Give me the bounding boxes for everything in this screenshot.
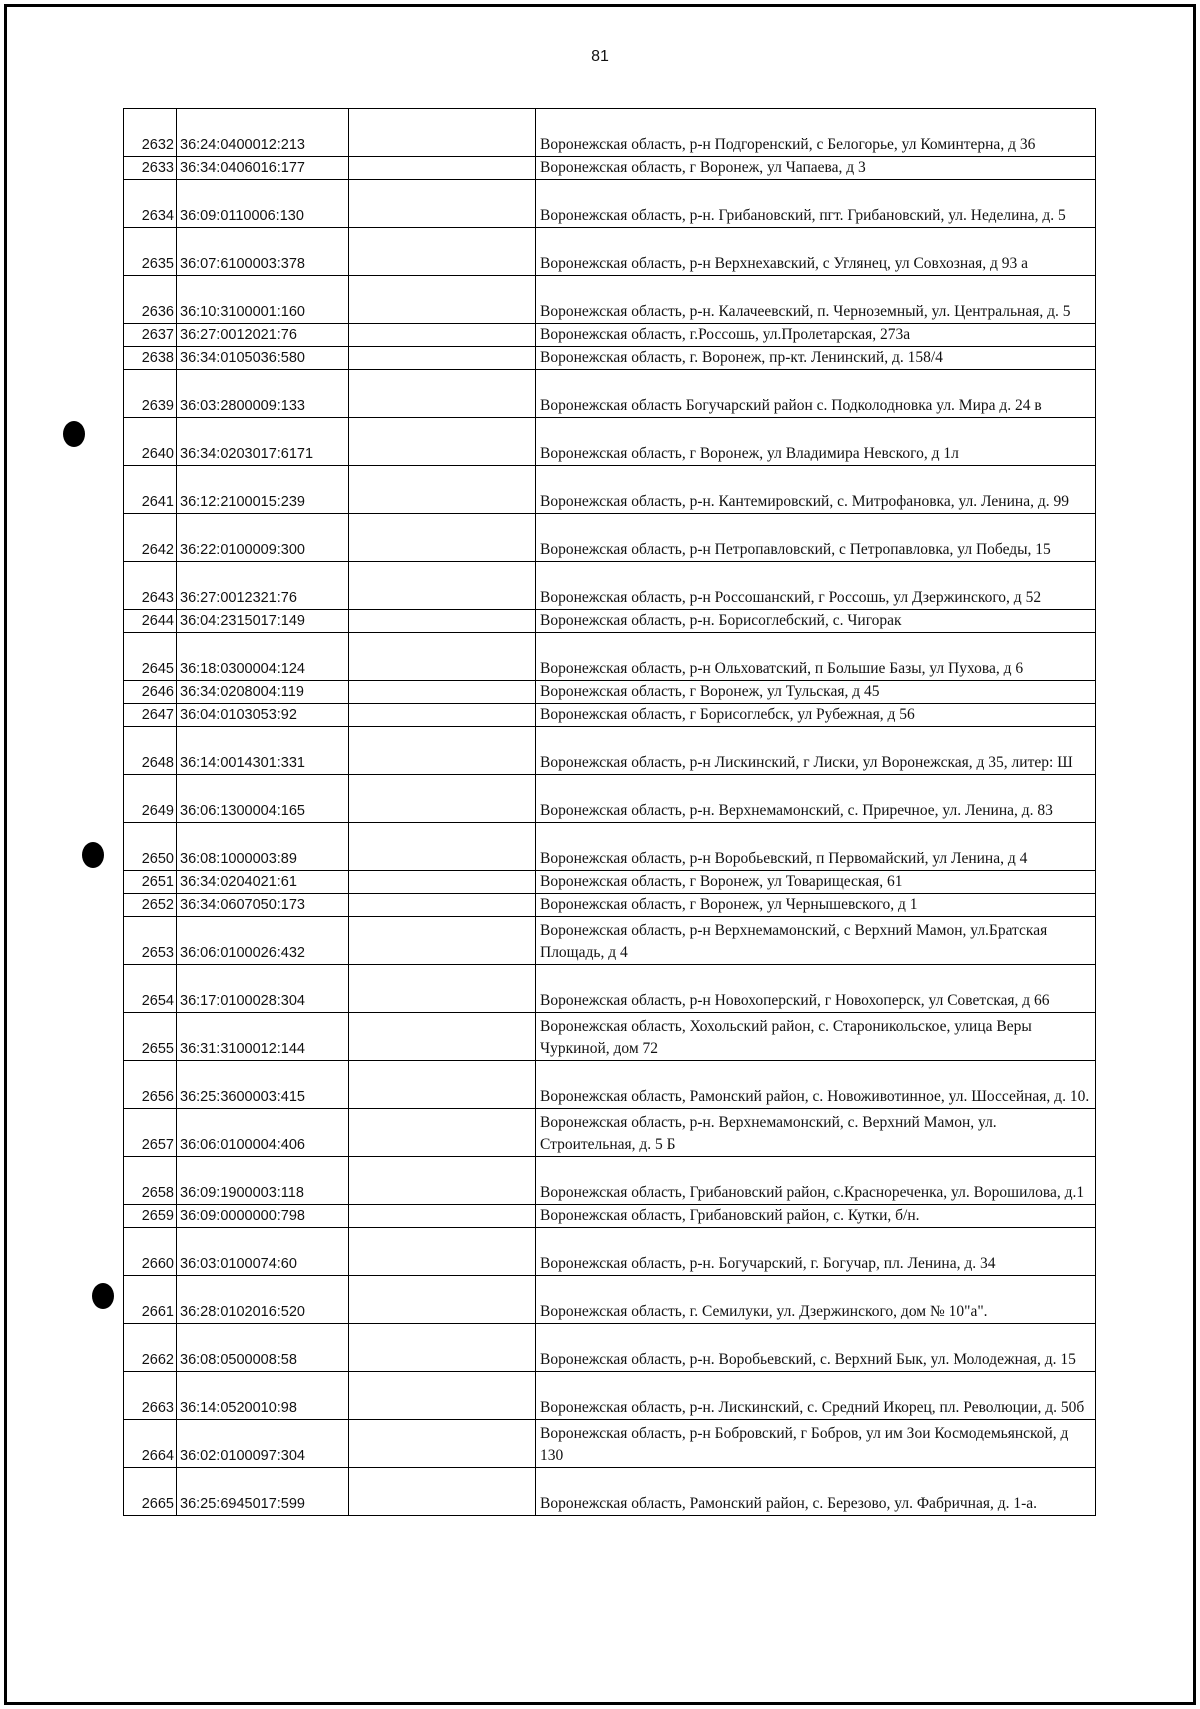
empty-cell <box>349 1061 536 1109</box>
registry-body <box>124 109 1096 1516</box>
table-row <box>124 871 1096 894</box>
empty-cell <box>349 1013 536 1061</box>
record-number: 2638 <box>124 347 177 370</box>
address: Воронежская область, р-н Верхнехавский, с Углянец, ул Совхозная, д 93 а <box>536 228 1096 276</box>
table-row <box>124 681 1096 704</box>
empty-cell <box>349 514 536 562</box>
address: Воронежская область, р-н. Верхнемамонский, с. Верхний Мамон, ул. Строительная, д. 5 Б <box>536 1109 1096 1157</box>
table-row <box>124 562 1096 610</box>
record-number: 2641 <box>124 466 177 514</box>
cadastral-number: 36:27:0012321:76 <box>177 562 349 610</box>
empty-cell <box>349 109 536 157</box>
cadastral-number: 36:04:0103053:92 <box>177 704 349 727</box>
cadastral-number: 36:34:0203017:6171 <box>177 418 349 466</box>
record-number: 2639 <box>124 370 177 418</box>
record-number: 2650 <box>124 823 177 871</box>
cadastral-number: 36:10:3100001:160 <box>177 276 349 324</box>
address: Воронежская область, г Борисоглебск, ул Рубежная, д 56 <box>536 704 1096 727</box>
table-row <box>124 1013 1096 1061</box>
table-row <box>124 917 1096 965</box>
record-number: 2640 <box>124 418 177 466</box>
address: Воронежская область, р-н. Кантемировский, с. Митрофановка, ул. Ленина, д. 99 <box>536 466 1096 514</box>
table-row <box>124 157 1096 180</box>
cadastral-number: 36:03:0100074:60 <box>177 1228 349 1276</box>
empty-cell <box>349 610 536 633</box>
record-number: 2652 <box>124 894 177 917</box>
empty-cell <box>349 633 536 681</box>
cadastral-number: 36:08:1000003:89 <box>177 823 349 871</box>
empty-cell <box>349 466 536 514</box>
record-number: 2663 <box>124 1372 177 1420</box>
punch-hole <box>82 842 104 868</box>
record-number: 2660 <box>124 1228 177 1276</box>
record-number: 2635 <box>124 228 177 276</box>
record-number: 2633 <box>124 157 177 180</box>
address: Воронежская область, г. Воронеж, пр-кт. Ленинский, д. 158/4 <box>536 347 1096 370</box>
cadastral-number: 36:28:0102016:520 <box>177 1276 349 1324</box>
cadastral-number: 36:14:0014301:331 <box>177 727 349 775</box>
record-number: 2657 <box>124 1109 177 1157</box>
address: Воронежская область, р-н Петропавловский, с Петропавловка, ул Победы, 15 <box>536 514 1096 562</box>
empty-cell <box>349 704 536 727</box>
cadastral-number: 36:34:0105036:580 <box>177 347 349 370</box>
record-number: 2665 <box>124 1468 177 1516</box>
table-row <box>124 1109 1096 1157</box>
table-row <box>124 1205 1096 1228</box>
table-row <box>124 1468 1096 1516</box>
record-number: 2644 <box>124 610 177 633</box>
cadastral-number: 36:34:0607050:173 <box>177 894 349 917</box>
address: Воронежская область, р-н Верхнемамонский, с Верхний Мамон, ул.Братская Площадь, д 4 <box>536 917 1096 965</box>
address: Воронежская область, р-н. Лискинский, с. Средний Икорец, пл. Революции, д. 50б <box>536 1372 1096 1420</box>
table-row <box>124 775 1096 823</box>
record-number: 2662 <box>124 1324 177 1372</box>
table-row <box>124 633 1096 681</box>
record-number: 2642 <box>124 514 177 562</box>
cadastral-number: 36:09:0000000:798 <box>177 1205 349 1228</box>
empty-cell <box>349 347 536 370</box>
table-row <box>124 823 1096 871</box>
record-number: 2649 <box>124 775 177 823</box>
cadastral-number: 36:12:2100015:239 <box>177 466 349 514</box>
record-number: 2643 <box>124 562 177 610</box>
table-row <box>124 276 1096 324</box>
empty-cell <box>349 370 536 418</box>
address: Воронежская область, г Воронеж, ул Товарищеская, 61 <box>536 871 1096 894</box>
table-row <box>124 514 1096 562</box>
empty-cell <box>349 562 536 610</box>
address: Воронежская область, р-н Новохоперский, г Новохоперск, ул Советская, д 66 <box>536 965 1096 1013</box>
address: Воронежская область, р-н. Верхнемамонский, с. Приречное, ул. Ленина, д. 83 <box>536 775 1096 823</box>
address: Воронежская область, р-н Лискинский, г Лиски, ул Воронежская, д 35, литер: Ш <box>536 727 1096 775</box>
record-number: 2661 <box>124 1276 177 1324</box>
address: Воронежская область, г Воронеж, ул Чапаева, д 3 <box>536 157 1096 180</box>
cadastral-number: 36:25:6945017:599 <box>177 1468 349 1516</box>
empty-cell <box>349 823 536 871</box>
record-number: 2637 <box>124 324 177 347</box>
registry-table <box>123 108 1096 1516</box>
address: Воронежская область, р-н. Калачеевский, п. Черноземный, ул. Центральная, д. 5 <box>536 276 1096 324</box>
empty-cell <box>349 276 536 324</box>
empty-cell <box>349 1468 536 1516</box>
cadastral-number: 36:24:0400012:213 <box>177 109 349 157</box>
record-number: 2664 <box>124 1420 177 1468</box>
record-number: 2656 <box>124 1061 177 1109</box>
record-number: 2659 <box>124 1205 177 1228</box>
empty-cell <box>349 1420 536 1468</box>
address: Воронежская область, р-н. Борисоглебский, с. Чигорак <box>536 610 1096 633</box>
empty-cell <box>349 157 536 180</box>
table-row <box>124 894 1096 917</box>
table-row <box>124 1228 1096 1276</box>
cadastral-number: 36:09:1900003:118 <box>177 1157 349 1205</box>
cadastral-number: 36:22:0100009:300 <box>177 514 349 562</box>
table-row <box>124 370 1096 418</box>
empty-cell <box>349 775 536 823</box>
record-number: 2634 <box>124 180 177 228</box>
table-row <box>124 1157 1096 1205</box>
address: Воронежская область, г Воронеж, ул Тульская, д 45 <box>536 681 1096 704</box>
table-row <box>124 109 1096 157</box>
punch-hole <box>63 421 85 447</box>
empty-cell <box>349 324 536 347</box>
address: Воронежская область, г.Россошь, ул.Пролетарская, 273а <box>536 324 1096 347</box>
cadastral-number: 36:34:0406016:177 <box>177 157 349 180</box>
empty-cell <box>349 1205 536 1228</box>
table-row <box>124 1372 1096 1420</box>
record-number: 2636 <box>124 276 177 324</box>
table-row <box>124 610 1096 633</box>
table-row <box>124 324 1096 347</box>
address: Воронежская область, р-н. Воробьевский, с. Верхний Бык, ул. Молодежная, д. 15 <box>536 1324 1096 1372</box>
address: Воронежская область, р-н Подгоренский, с Белогорье, ул Коминтерна, д 36 <box>536 109 1096 157</box>
table-row <box>124 466 1096 514</box>
address: Воронежская область, р-н Ольховатский, п Большие Базы, ул Пухова, д 6 <box>536 633 1096 681</box>
record-number: 2655 <box>124 1013 177 1061</box>
address: Воронежская область, Грибановский район, с.Краснореченка, ул. Ворошилова, д.1 <box>536 1157 1096 1205</box>
address: Воронежская область Богучарский район с. Подколодновка ул. Мира д. 24 в <box>536 370 1096 418</box>
table-row <box>124 347 1096 370</box>
table-row <box>124 1276 1096 1324</box>
cadastral-number: 36:18:0300004:124 <box>177 633 349 681</box>
cadastral-number: 36:27:0012021:76 <box>177 324 349 347</box>
cadastral-number: 36:04:2315017:149 <box>177 610 349 633</box>
table-row <box>124 180 1096 228</box>
empty-cell <box>349 1276 536 1324</box>
cadastral-number: 36:06:0100004:406 <box>177 1109 349 1157</box>
empty-cell <box>349 965 536 1013</box>
record-number: 2645 <box>124 633 177 681</box>
empty-cell <box>349 180 536 228</box>
table-row <box>124 1420 1096 1468</box>
cadastral-number: 36:09:0110006:130 <box>177 180 349 228</box>
empty-cell <box>349 1324 536 1372</box>
cadastral-number: 36:31:3100012:144 <box>177 1013 349 1061</box>
table-row <box>124 965 1096 1013</box>
cadastral-number: 36:07:6100003:378 <box>177 228 349 276</box>
cadastral-number: 36:17:0100028:304 <box>177 965 349 1013</box>
address: Воронежская область, Хохольский район, с. Староникольское, улица Веры Чуркиной, дом 72 <box>536 1013 1096 1061</box>
cadastral-number: 36:06:1300004:165 <box>177 775 349 823</box>
table-row <box>124 418 1096 466</box>
address: Воронежская область, Рамонский район, с. Березово, ул. Фабричная, д. 1-а. <box>536 1468 1096 1516</box>
record-number: 2646 <box>124 681 177 704</box>
record-number: 2648 <box>124 727 177 775</box>
address: Воронежская область, г Воронеж, ул Владимира Невского, д 1л <box>536 418 1096 466</box>
cadastral-number: 36:34:0204021:61 <box>177 871 349 894</box>
record-number: 2647 <box>124 704 177 727</box>
record-number: 2653 <box>124 917 177 965</box>
cadastral-number: 36:14:0520010:98 <box>177 1372 349 1420</box>
address: Воронежская область, г Воронеж, ул Чернышевского, д 1 <box>536 894 1096 917</box>
page-number: 81 <box>591 48 609 65</box>
empty-cell <box>349 917 536 965</box>
record-number: 2651 <box>124 871 177 894</box>
table-row <box>124 228 1096 276</box>
table-row <box>124 727 1096 775</box>
empty-cell <box>349 1109 536 1157</box>
cadastral-number: 36:34:0208004:119 <box>177 681 349 704</box>
empty-cell <box>349 681 536 704</box>
empty-cell <box>349 1228 536 1276</box>
address: Воронежская область, р-н. Богучарский, г. Богучар, пл. Ленина, д. 34 <box>536 1228 1096 1276</box>
address: Воронежская область, р-н. Грибановский, пгт. Грибановский, ул. Неделина, д. 5 <box>536 180 1096 228</box>
cadastral-number: 36:02:0100097:304 <box>177 1420 349 1468</box>
empty-cell <box>349 727 536 775</box>
address: Воронежская область, г. Семилуки, ул. Дзержинского, дом № 10"а". <box>536 1276 1096 1324</box>
record-number: 2654 <box>124 965 177 1013</box>
empty-cell <box>349 871 536 894</box>
address: Воронежская область, Грибановский район, с. Кутки, б/н. <box>536 1205 1096 1228</box>
empty-cell <box>349 1372 536 1420</box>
empty-cell <box>349 894 536 917</box>
empty-cell <box>349 1157 536 1205</box>
address: Воронежская область, р-н Бобровский, г Бобров, ул им Зои Космодемьянской, д 130 <box>536 1420 1096 1468</box>
address: Воронежская область, Рамонский район, с. Новоживотинное, ул. Шоссейная, д. 10. <box>536 1061 1096 1109</box>
empty-cell <box>349 418 536 466</box>
table-row <box>124 1324 1096 1372</box>
address: Воронежская область, р-н Россошанский, г Россошь, ул Дзержинского, д 52 <box>536 562 1096 610</box>
address: Воронежская область, р-н Воробьевский, п Первомайский, ул Ленина, д 4 <box>536 823 1096 871</box>
cadastral-number: 36:06:0100026:432 <box>177 917 349 965</box>
empty-cell <box>349 228 536 276</box>
punch-hole <box>92 1283 114 1309</box>
table-row <box>124 1061 1096 1109</box>
record-number: 2632 <box>124 109 177 157</box>
record-number: 2658 <box>124 1157 177 1205</box>
cadastral-number: 36:25:3600003:415 <box>177 1061 349 1109</box>
cadastral-number: 36:03:2800009:133 <box>177 370 349 418</box>
table-row <box>124 704 1096 727</box>
cadastral-number: 36:08:0500008:58 <box>177 1324 349 1372</box>
